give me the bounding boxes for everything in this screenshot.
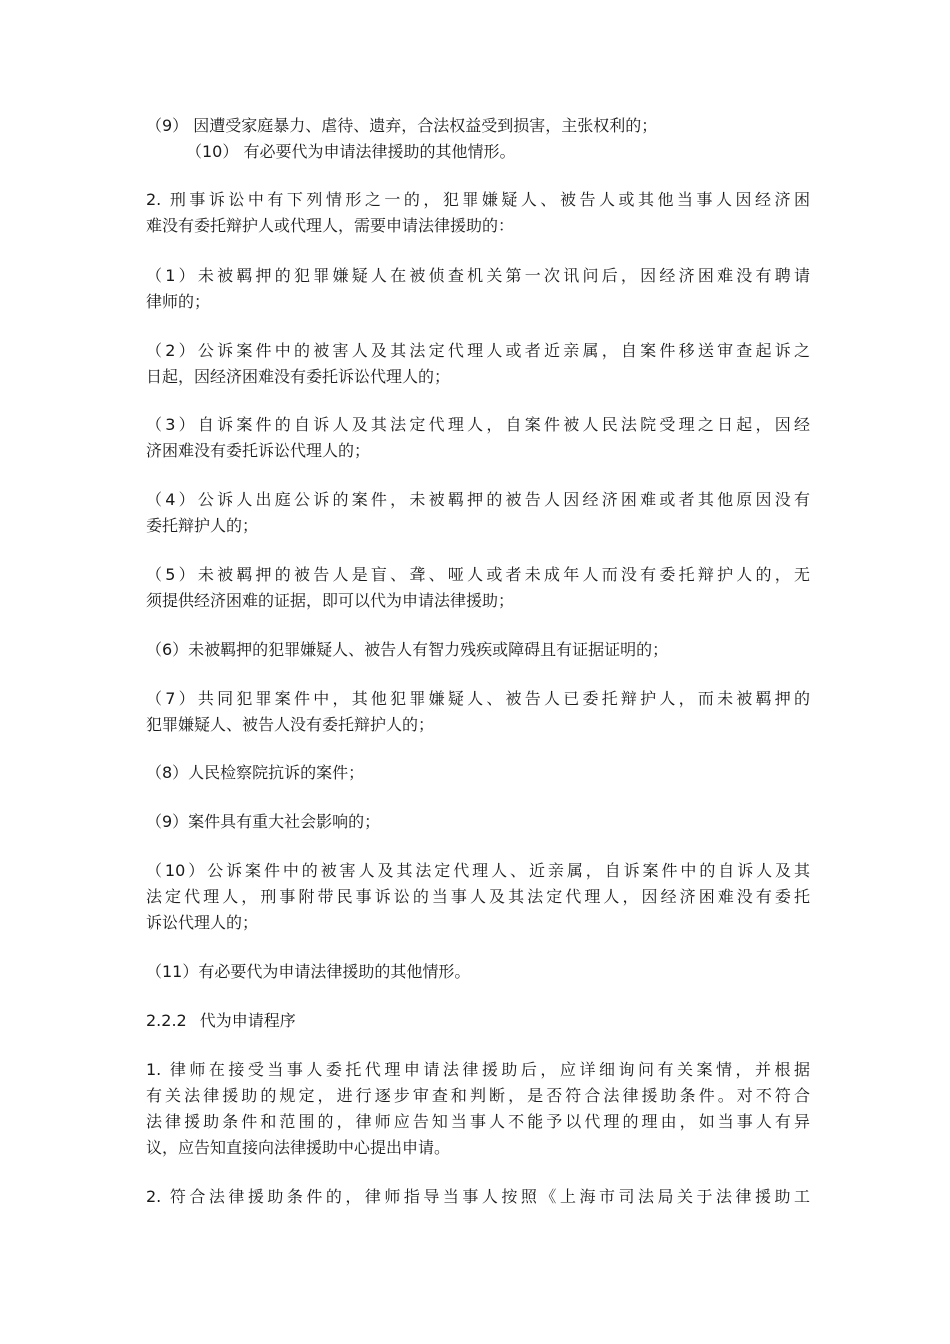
criminal-item-2-line-1: （2）公诉案件中的被害人及其法定代理人或者近亲属，自案件移送审查起诉之 bbox=[146, 341, 810, 360]
criminal-item-4-line-1: （4）公诉人出庭公诉的案件，未被羁押的被告人因经济困难或者其他原因没有 bbox=[146, 490, 810, 509]
section-2-criminal-line-2: 难没有委托辩护人或代理人，需要申请法律援助的： bbox=[146, 216, 515, 235]
criminal-item-5-line-1: （5）未被羁押的被告人是盲、聋、哑人或者未成年人而没有委托辩护人的，无 bbox=[146, 565, 810, 584]
procedure-1-line-1: 1. 律师在接受当事人委托代理申请法律援助后，应详细询问有关案情，并根据 bbox=[146, 1060, 810, 1079]
section-heading-2-2-2: 2.2.2 代为申请程序 bbox=[146, 1011, 296, 1030]
criminal-item-2-line-2: 日起，因经济困难没有委托诉讼代理人的； bbox=[146, 367, 451, 386]
criminal-item-7-line-1: （7）共同犯罪案件中，其他犯罪嫌疑人、被告人已委托辩护人，而未被羁押的 bbox=[146, 689, 810, 708]
criminal-item-10-line-2: 法定代理人，刑事附带民事诉讼的当事人及其法定代理人，因经济困难没有委托 bbox=[146, 887, 810, 906]
procedure-1-line-2: 有关法律援助的规定，进行逐步审查和判断，是否符合法律援助条件。对不符合 bbox=[146, 1086, 810, 1105]
procedure-1-line-3: 法律援助条件和范围的，律师应告知当事人不能予以代理的理由，如当事人有异 bbox=[146, 1112, 810, 1131]
criminal-item-6-line-1: （6）未被羁押的犯罪嫌疑人、被告人有智力残疾或障碍且有证据证明的； bbox=[146, 640, 669, 659]
criminal-item-4-line-2: 委托辩护人的； bbox=[146, 516, 259, 535]
procedure-1-line-4: 议，应告知直接向法律援助中心提出申请。 bbox=[146, 1138, 451, 1157]
criminal-item-1-line-1: （1）未被羁押的犯罪嫌疑人在被侦查机关第一次讯问后，因经济困难没有聘请 bbox=[146, 266, 810, 285]
criminal-item-8-line-1: （8）人民检察院抗诉的案件； bbox=[146, 763, 365, 782]
criminal-item-9-line-1: （9）案件具有重大社会影响的； bbox=[146, 812, 381, 831]
criminal-item-1-line-2: 律师的； bbox=[146, 292, 211, 311]
section-2-criminal-line-1: 2. 刑事诉讼中有下列情形之一的，犯罪嫌疑人、被告人或其他当事人因经济困 bbox=[146, 190, 810, 209]
criminal-item-10-line-3: 诉讼代理人的； bbox=[146, 913, 259, 932]
item-10-other-line-1: （10） 有必要代为申请法律援助的其他情形。 bbox=[186, 142, 516, 161]
criminal-item-3-line-2: 济困难没有委托诉讼代理人的； bbox=[146, 441, 371, 460]
criminal-item-5-line-2: 须提供经济困难的证据，即可以代为申请法律援助； bbox=[146, 591, 515, 610]
criminal-item-11-line-1: （11）有必要代为申请法律援助的其他情形。 bbox=[146, 962, 471, 981]
item-9-family-violence-line-1: （9） 因遭受家庭暴力、虐待、遗弃，合法权益受到损害，主张权利的； bbox=[146, 116, 658, 135]
criminal-item-7-line-2: 犯罪嫌疑人、被告人没有委托辩护人的； bbox=[146, 715, 435, 734]
criminal-item-10-line-1: （10）公诉案件中的被害人及其法定代理人、近亲属，自诉案件中的自诉人及其 bbox=[146, 861, 810, 880]
procedure-2-line-1: 2. 符合法律援助条件的，律师指导当事人按照《上海市司法局关于法律援助工 bbox=[146, 1187, 810, 1206]
criminal-item-3-line-1: （3）自诉案件的自诉人及其法定代理人，自案件被人民法院受理之日起，因经 bbox=[146, 415, 810, 434]
